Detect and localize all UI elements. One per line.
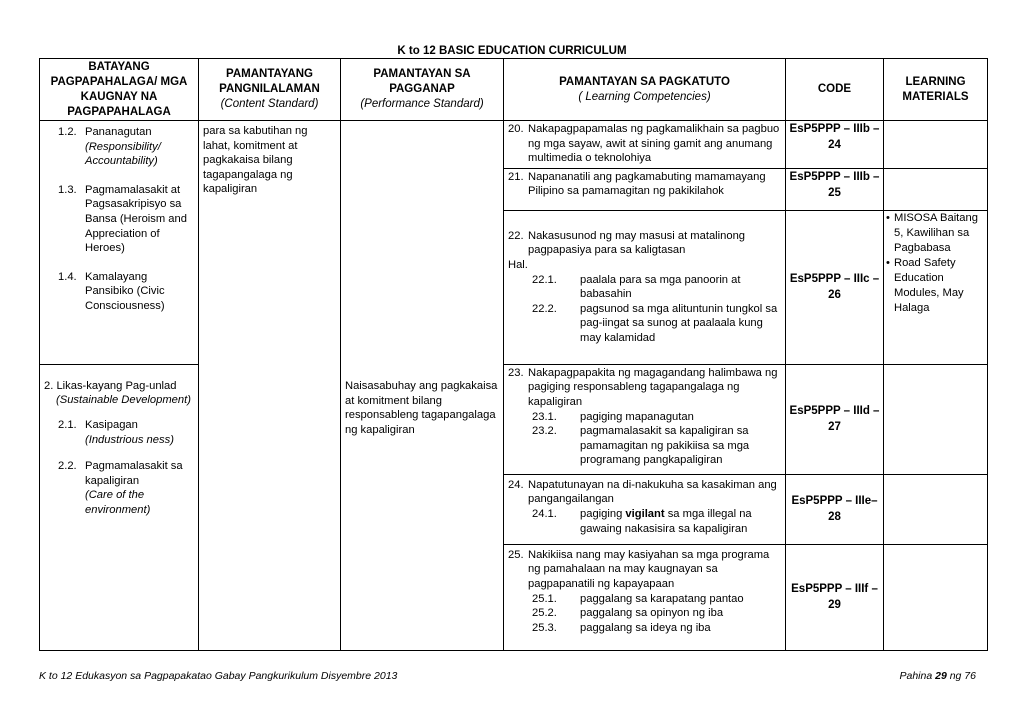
header-values: BATAYANG PAGPAPAHALAGA/ MGA KAUGNAY NA PAGPAPAHALAGA [40,59,199,121]
competency-24: 24. Napatutunayan na di-nakukuha sa kasakiman ang pangangailangan 24.1. pagiging vigilant sa mga illegal na gawaing nakasisira sa kapaligiran [504,474,786,544]
materials-empty [884,544,988,650]
competency-22: 22. Nakasusunod ng may masusi at matalinong pagpapasiya para sa kaligtasan Hal. 22.1. paalala para sa mga panoorin at babasahin 22.2. pagsunod sa mga alituntunin tungkol sa pag-iingat sa sunog at paalaala kung may kalamidad [504,210,786,364]
page-title: K to 12 BASIC EDUCATION CURRICULUM [397,45,627,57]
values-block-2: 2. Likas-kayang Pag-unlad (Sustainable Development) 2.1. Kasipagan (Industrious ness) 2.2. Pagmamalasakit sa kapaligiran (Care of the environment) [40,364,199,650]
content-standard-cell: para sa kabutihan ng lahat, komitment at pagkakaisa bilang tagapangalaga ng kapaligiran [199,121,341,651]
value-item: 2.1. Kasipagan (Industrious ness) [58,418,174,446]
material-item: • Road Safety Education Modules, May Halaga [886,256,964,314]
performance-standard-cell-empty [341,121,504,365]
competency-25: 25. Nakikiisa nang may kasiyahan sa mga programa ng pamahalaan na may kaugnayan sa pagpapanatili ng kapayapaan 25.1. paggalang sa karapatang pantao 25.2. paggalang sa opinyon ng iba 25.3. paggalang sa ideya ng iba [504,544,786,650]
values-block-1 [40,121,199,365]
material-item: • MISOSA Baitang 5, Kawilihan sa Pagbabasa [886,211,978,254]
header-code: CODE [786,59,884,121]
materials-empty [884,474,988,544]
footer-page-number: Pahina 29 ng 76 [899,670,976,682]
footer-document-title: K to 12 Edukasyon sa Pagpapakatao Gabay Pangkurikulum Disyembre 2013 [39,670,398,682]
header-learning-competencies: PAMANTAYAN SA PAGKATUTO ( Learning Competencies) [504,59,786,121]
performance-standard-cell: Naisasabuhay ang pagkakaisa at komitment bilang responsableng tagapangalaga ng kapaligiran [341,364,504,650]
code-21: EsP5PPP – IIIb – 25 [786,168,884,210]
value-item: 2.2. Pagmamalasakit sa kapaligiran (Care of the environment) [58,460,183,516]
materials-empty [884,364,988,474]
competency-20: 20. Nakapagpapamalas ng pagkamalikhain sa pagbuo ng mga sayaw, awit at sining gamit ang anumang multimedia o teknolohiya [504,121,786,169]
code-25: EsP5PPP – IIIf – 29 [786,544,884,650]
value-item: 1.3. Pagmamalasakit at Pagsasakripisyo sa Bansa (Heroism and Appreciation of Heroes) [58,183,187,255]
competency-23: 23. Nakapagpapakita ng magagandang halimbawa ng pagiging responsableng tagapangalaga ng kapaligiran 23.1. pagiging mapanagutan 23.2. pagmamalasakit sa kapaligiran sa pamamagitan ng pakikiisa sa mga programang pangkapaligiran [504,364,786,474]
code-24: EsP5PPP – IIIe– 28 [786,474,884,544]
materials-empty [884,168,988,210]
code-23: EsP5PPP – IIId – 27 [786,364,884,474]
value-item: 1.2. Pananagutan (Responsibility/ Accountability) [58,126,161,168]
curriculum-table [39,58,988,651]
header-learning-materials: LEARNING MATERIALS [884,59,988,121]
competency-21: 21. Napananatili ang pagkamabuting mamamayang Pilipino sa pamamagitan ng pakikilahok [504,168,786,210]
header-content-standard: PAMANTAYANG PANGNILALAMAN (Content Standard) [199,59,341,121]
code-22: EsP5PPP – IIIc – 26 [786,210,884,364]
value-item: 1.4. Kamalayang Pansibiko (Civic Consciousness) [58,270,165,312]
learning-materials-cell [884,210,988,364]
code-20: EsP5PPP – IIIb – 24 [786,121,884,169]
materials-empty [884,121,988,169]
header-performance-standard: PAMANTAYAN SA PAGGANAP (Performance Standard) [341,59,504,121]
